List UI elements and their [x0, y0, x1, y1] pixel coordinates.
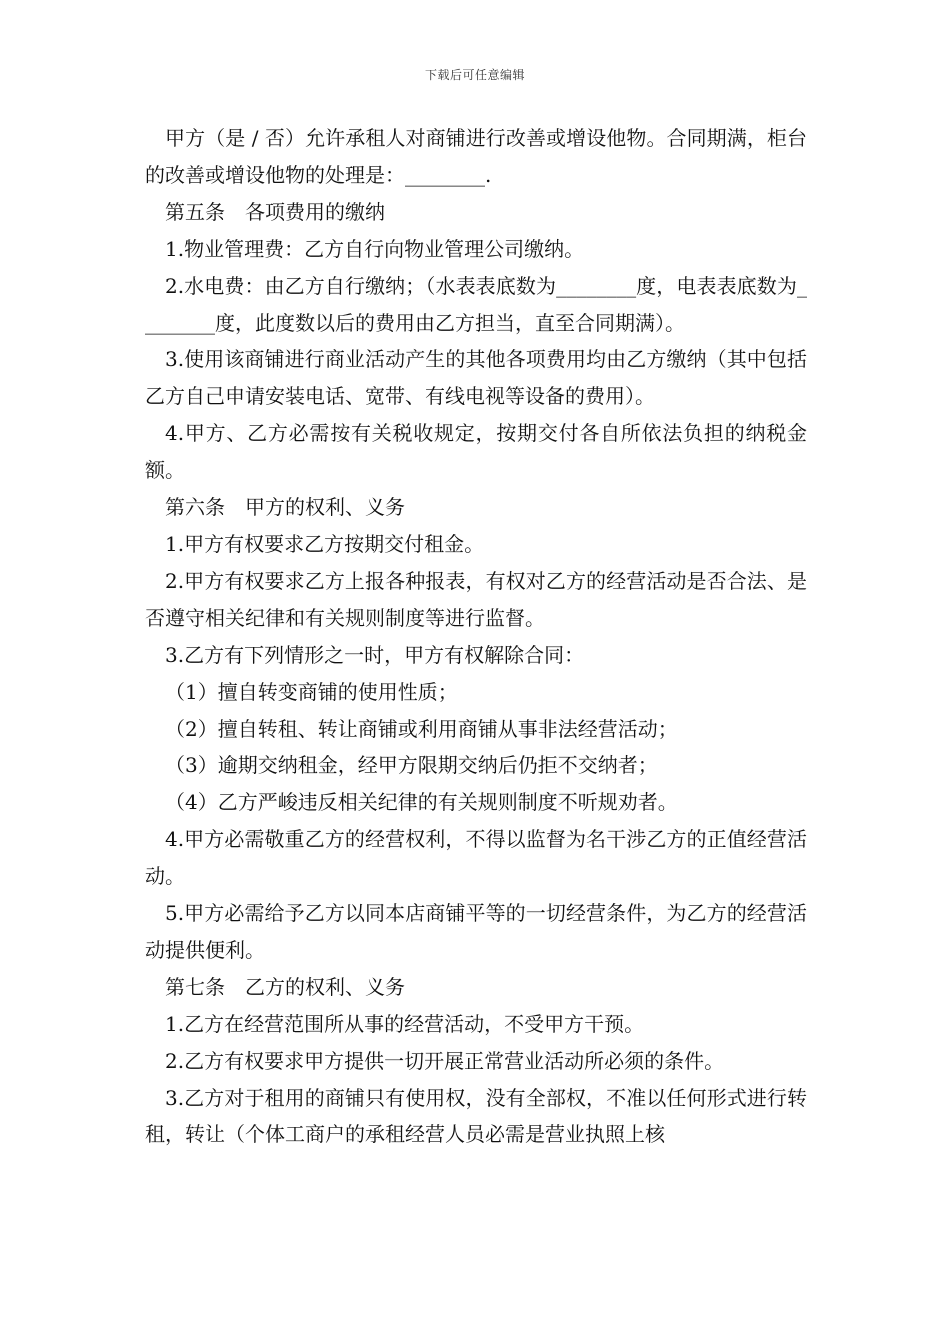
article-7-heading: 第七条 乙方的权利、义务 — [165, 974, 405, 999]
paragraph-use-rights: 3.乙方对于租用的商铺只有使用权，没有全部权，不准以任何形式进行转租，转让（个体工商户的承租经营人员必需是营业执照上核 — [145, 1085, 807, 1147]
article-6-heading: 第六条 甲方的权利、义务 — [165, 495, 405, 520]
list-item-4: （4）乙方严峻违反相关纪律的有关规则制度不听规劝者。 — [165, 790, 678, 815]
list-item-1: （1）擅自转变商铺的使用性质； — [165, 679, 458, 704]
article-5-heading: 第五条 各项费用的缴纳 — [165, 199, 385, 224]
paragraph-supervision: 2.甲方有权要求乙方上报各种报表，有权对乙方的经营活动是否合法、是否遵守相关纪律和有关规则制度等进行监督。 — [145, 568, 807, 630]
paragraph-rent-request: 1.甲方有权要求乙方按期交付租金。 — [165, 531, 485, 556]
page-header: 下载后可任意编辑 — [424, 68, 525, 82]
paragraph-property-fee: 1.物业管理费：乙方自行向物业管理公司缴纳。 — [165, 236, 585, 261]
paragraph-no-interference: 1.乙方在经营范围所从事的经营活动，不受甲方干预。 — [165, 1011, 645, 1036]
paragraph-termination: 3.乙方有下列情形之一时，甲方有权解除合同： — [165, 642, 585, 667]
paragraph-other-fees: 3.使用该商铺进行商业活动产生的其他各项费用均由乙方缴纳（其中包括乙方自己申请安装电话、宽带、有线电视等设备的费用）。 — [145, 347, 807, 409]
paragraph-utilities: 2.水电费：由乙方自行缴纳；（水表表底数为________度，电表表底数为________度，此度数以后的费用由乙方担当，直至合同期满）。 — [145, 273, 807, 335]
paragraph-respect-rights: 4.甲方必需敬重乙方的经营权利，不得以监督为名干涉乙方的正值经营活动。 — [145, 827, 807, 889]
paragraph-taxes: 4.甲方、乙方必需按有关税收规定，按期交付各自所依法负担的纳税金额。 — [145, 421, 807, 483]
list-item-3: （3）逾期交纳租金，经甲方限期交纳后仍拒不交纳者； — [165, 753, 658, 778]
paragraph-conditions-request: 2.乙方有权要求甲方提供一切开展正常营业活动所必须的条件。 — [165, 1048, 725, 1073]
document-body — [145, 120, 807, 1153]
list-item-2: （2）擅自转租、转让商铺或利用商铺从事非法经营活动； — [165, 716, 678, 741]
paragraph-equal-conditions: 5.甲方必需给予乙方以同本店商铺平等的一切经营条件，为乙方的经营活动提供便利。 — [145, 901, 807, 962]
paragraph-improvements: 甲方（是 / 否）允许承租人对商铺进行改善或增设他物。合同期满，柜台的改善或增设他物的处理是：________. — [145, 126, 807, 187]
